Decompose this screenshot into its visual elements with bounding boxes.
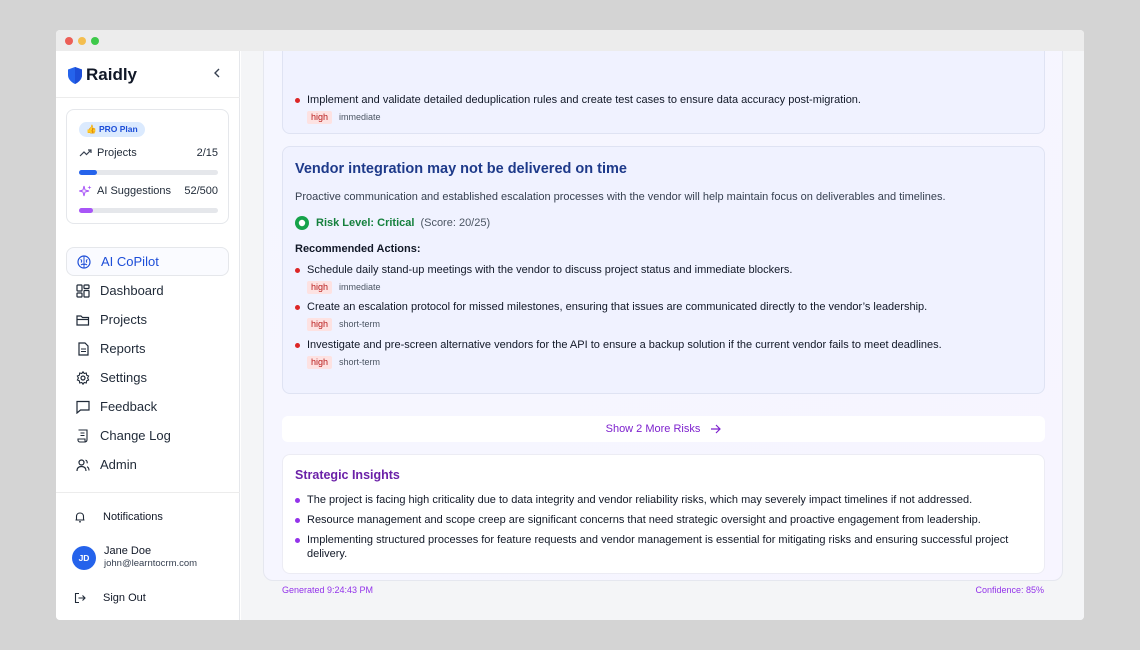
window-titlebar — [56, 30, 1084, 51]
nav-label: Admin — [100, 457, 137, 472]
maximize-window-button[interactable] — [91, 37, 99, 45]
ai-suggestions-usage — [79, 184, 218, 213]
main-content — [241, 51, 1084, 620]
show-more-risks-button[interactable] — [282, 416, 1045, 442]
action-text: Create an escalation protocol for missed milestones, ensuring that issues are communicated directly to the vendor’s leadership. — [295, 300, 1035, 314]
nav-item-change-log[interactable] — [66, 421, 229, 450]
priority-badge: high — [307, 111, 332, 124]
bell-icon — [74, 511, 86, 523]
nav-item-ai-copilot[interactable] — [66, 247, 229, 276]
close-window-button[interactable] — [65, 37, 73, 45]
projects-usage-label: Projects — [97, 147, 137, 159]
recommended-action — [295, 93, 1035, 124]
priority-badge: high — [307, 356, 332, 369]
document-icon — [76, 342, 90, 356]
projects-usage-bar — [79, 170, 218, 175]
risk-title: Vendor integration may not be delivered on time — [295, 161, 627, 177]
notifications-label: Notifications — [103, 511, 163, 523]
insight-item: Implementing structured processes for feature requests and vendor management is essential for mitigating risks and ensuring successful project delivery. — [295, 533, 1030, 561]
ai-suggestions-fill — [79, 208, 93, 213]
gear-icon — [76, 371, 90, 385]
dashboard-icon — [76, 284, 90, 298]
insight-item: Resource management and scope creep are significant concerns that need strategic oversight and proactive engagement from leadership. — [295, 513, 1030, 527]
priority-badge: high — [307, 318, 332, 331]
brand-logo[interactable] — [68, 65, 137, 85]
projects-usage — [79, 146, 218, 175]
trending-up-icon — [79, 147, 92, 159]
risk-description: Proactive communication and established escalation processes with the vendor will help maintain focus on deliverables and timelines. — [295, 191, 946, 203]
user-email: john@learntocrm.com — [104, 558, 198, 569]
arrow-right-icon — [710, 424, 721, 434]
recommended-action — [295, 338, 1035, 369]
nav-label: Change Log — [100, 428, 171, 443]
nav-label: Reports — [100, 341, 146, 356]
app-window — [56, 30, 1084, 620]
collapse-sidebar-button[interactable] — [210, 66, 224, 82]
strategic-insights-card — [282, 454, 1045, 574]
plan-usage-card — [66, 109, 229, 224]
projects-usage-fill — [79, 170, 97, 175]
timeframe-label: short-term — [339, 319, 381, 329]
projects-usage-value: 2/15 — [196, 147, 218, 159]
timeframe-label: immediate — [339, 112, 381, 122]
sidebar-nav — [66, 247, 229, 479]
sparkles-icon — [79, 185, 92, 197]
nav-label: Settings — [100, 370, 147, 385]
generated-timestamp: Generated 9:24:43 PM — [282, 585, 374, 595]
timeframe-label: short-term — [339, 357, 381, 367]
nav-item-admin[interactable] — [66, 450, 229, 479]
action-text: Schedule daily stand-up meetings with the vendor to discuss project status and immediate blockers. — [295, 263, 1035, 277]
shield-icon — [68, 67, 82, 84]
avatar: JD — [72, 546, 96, 570]
message-icon — [76, 400, 90, 414]
nav-item-feedback[interactable] — [66, 392, 229, 421]
nav-item-projects[interactable] — [66, 305, 229, 334]
insight-item: The project is facing high criticality due to data integrity and vendor reliability risks, which may severely impact timelines if not addressed. — [295, 493, 1030, 507]
ai-suggestions-value: 52/500 — [184, 185, 218, 197]
risk-card — [282, 51, 1045, 134]
ai-suggestions-label: AI Suggestions — [97, 185, 171, 197]
action-text: Implement and validate detailed deduplication rules and create test cases to ensure data accuracy post-migration. — [295, 93, 1035, 107]
nav-label: Projects — [100, 312, 147, 327]
user-profile[interactable] — [72, 545, 197, 570]
sign-out-label: Sign Out — [103, 592, 146, 604]
strategic-insights-title: Strategic Insights — [295, 468, 400, 482]
confidence-score: Confidence: 85% — [975, 585, 1044, 595]
user-name: Jane Doe — [104, 545, 152, 557]
priority-badge: high — [307, 281, 332, 294]
show-more-risks-label: Show 2 More Risks — [605, 423, 701, 435]
recommended-action — [295, 300, 1035, 331]
action-text: Investigate and pre-screen alternative vendors for the API to ensure a backup solution if the current vendor fails to meet deadlines. — [295, 338, 1035, 352]
minimize-window-button[interactable] — [78, 37, 86, 45]
nav-item-reports[interactable] — [66, 334, 229, 363]
users-icon — [76, 458, 90, 472]
plan-badge: 👍 PRO Plan — [79, 122, 145, 137]
sign-out-icon — [74, 592, 86, 604]
risk-analysis-panel — [263, 51, 1063, 595]
brand-name: Raidly — [86, 65, 138, 84]
recommended-actions-heading: Recommended Actions: — [295, 243, 421, 255]
sidebar-divider — [56, 492, 240, 493]
risk-level — [295, 216, 490, 230]
risk-card — [282, 146, 1045, 394]
notifications-button[interactable] — [74, 511, 163, 523]
brain-icon — [77, 255, 91, 269]
sidebar-divider — [56, 97, 240, 98]
risk-level-label: Risk Level: Critical — [316, 217, 415, 229]
nav-item-dashboard[interactable] — [66, 276, 229, 305]
sidebar — [56, 51, 240, 620]
risk-score: (Score: 20/25) — [420, 217, 491, 229]
changelog-icon — [76, 429, 90, 443]
nav-label: AI CoPilot — [101, 254, 159, 269]
chevron-left-icon — [213, 68, 221, 78]
risk-level-indicator-icon — [295, 216, 309, 230]
nav-item-settings[interactable] — [66, 363, 229, 392]
timeframe-label: immediate — [339, 282, 381, 292]
sign-out-button[interactable] — [74, 592, 146, 604]
recommended-action — [295, 263, 1035, 294]
nav-label: Dashboard — [100, 283, 164, 298]
folder-icon — [76, 313, 90, 327]
ai-suggestions-bar — [79, 208, 218, 213]
nav-label: Feedback — [100, 399, 158, 414]
